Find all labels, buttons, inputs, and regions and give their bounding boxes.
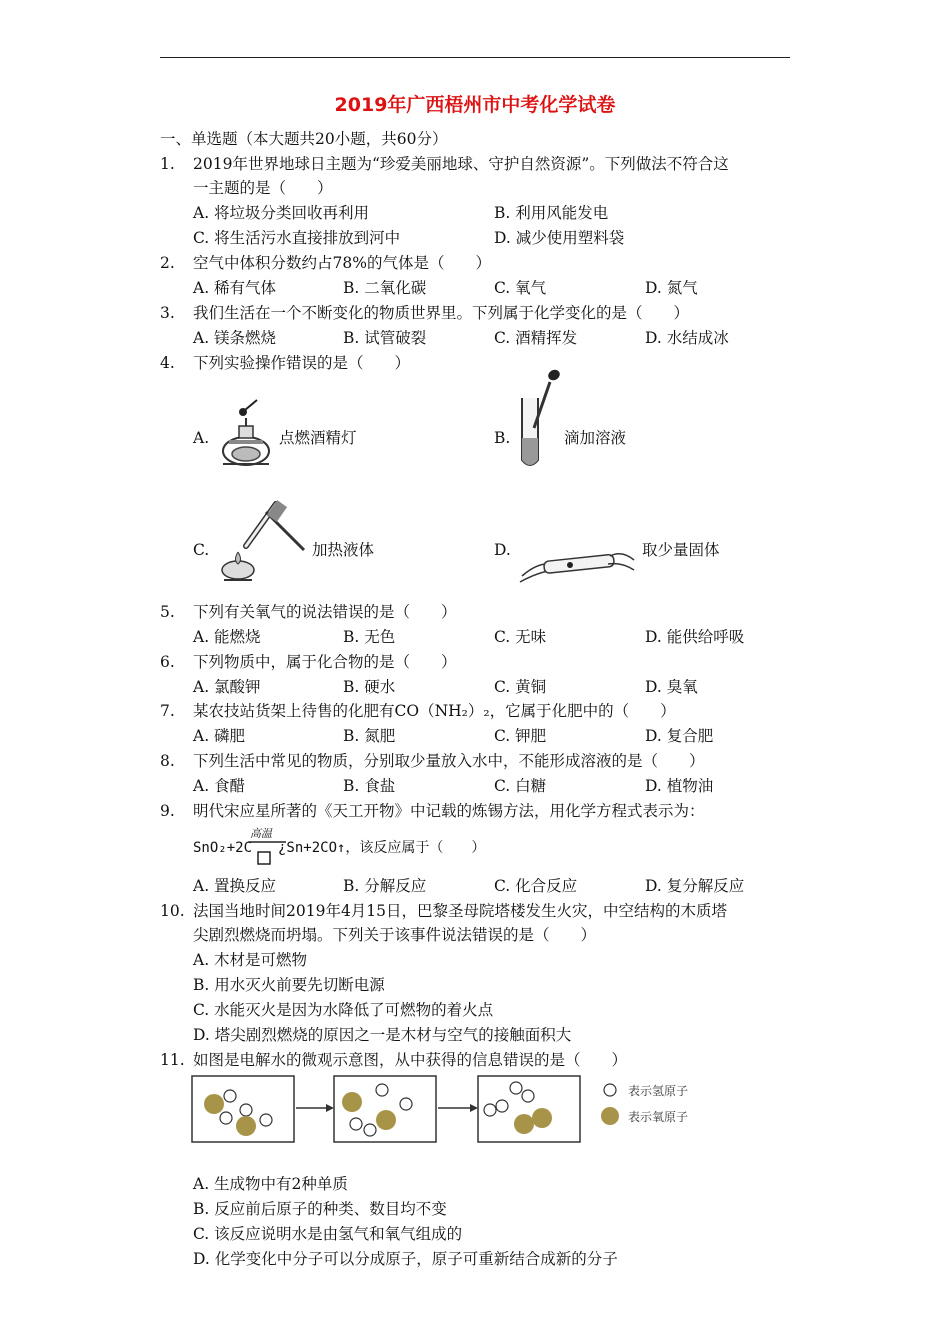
option-d[interactable]: D. 复合肥 [645,727,714,745]
option-caption: 滴加溶液 [564,429,627,447]
option-a[interactable]: A. 能燃烧 [193,628,261,646]
question-text: 下列有关氧气的说法错误的是（ ） [193,603,457,621]
option-c[interactable]: C. 无味 [494,628,547,646]
oxygen-atom [204,1094,224,1114]
option-b[interactable]: B. 硬水 [343,678,396,696]
oxygen-atom [342,1092,362,1112]
option-b[interactable]: B. 用水灭火前要先切断电源 [193,976,385,994]
option-a[interactable]: A. 磷肥 [193,727,246,745]
alcohol-lamp-illustration [215,396,277,472]
hydrogen-atom [260,1114,272,1126]
option-caption: 点燃酒精灯 [279,429,357,447]
option-a[interactable]: A. 氯酸钾 [193,678,261,696]
option-a[interactable]: A. [193,429,210,447]
dropper-tube-illustration [514,368,564,472]
option-b[interactable]: B. 二氧化碳 [343,279,427,297]
question-number: 2. [160,254,175,272]
option-c[interactable]: C. 水能灭火是因为水降低了可燃物的着火点 [193,1001,494,1019]
option-c[interactable]: C. 白糖 [494,777,547,795]
question-number: 3. [160,304,175,322]
option-d[interactable]: D. 复分解反应 [645,877,745,895]
question-text: 下列生活中常见的物质，分别取少量放入水中，不能形成溶液的是（ ） [193,752,705,770]
oxygen-atom [376,1110,396,1130]
option-b[interactable]: B. 分解反应 [343,877,427,895]
hydrogen-atom [364,1124,376,1136]
question-number: 8. [160,752,175,770]
legend-hydrogen-icon [604,1084,616,1096]
question-text: 我们生活在一个不断变化的物质世界里。下列属于化学变化的是（ ） [193,304,690,322]
option-d[interactable]: D. 氮气 [645,279,698,297]
option-c[interactable]: C. 钾肥 [494,727,547,745]
option-a[interactable]: A. 生成物中有2种单质 [193,1175,348,1193]
question-text: 下列物质中，属于化合物的是（ ） [193,653,457,671]
option-c[interactable]: C. 该反应说明水是由氢气和氧气组成的 [193,1225,463,1243]
option-d[interactable]: D. 塔尖剧烈燃烧的原因之一是木材与空气的接触面积大 [193,1026,572,1044]
option-b[interactable]: B. 反应前后原子的种类、数目均不变 [193,1200,447,1218]
option-b[interactable]: B. 利用风能发电 [494,204,609,222]
option-c[interactable]: C. [193,541,210,559]
hydrogen-atom [240,1104,252,1116]
option-c[interactable]: C. 将生活污水直接排放到河中 [193,229,401,247]
option-c[interactable]: C. 化合反应 [494,877,578,895]
question-text: 尖剧烈燃烧而坍塌。下列关于该事件说法错误的是（ ） [193,926,597,944]
option-b[interactable]: B. [494,429,511,447]
option-b[interactable]: B. 无色 [343,628,396,646]
heating-liquid-illustration [216,494,310,586]
solid-sampling-illustration [518,540,638,586]
legend-hydrogen-label: 表示氢原子 [628,1084,689,1098]
question-number: 5. [160,603,175,621]
option-a[interactable]: A. 镁条燃烧 [193,329,277,347]
legend-oxygen-icon [601,1107,619,1125]
hydrogen-atom [350,1118,362,1130]
hydrogen-atom [510,1082,522,1094]
question-text: 2019年世界地球日主题为“珍爱美丽地球、守护自然资源”。下列做法不符合这 [193,155,729,173]
exam-title: 2019年广西梧州市中考化学试卷 [334,94,616,116]
option-b[interactable]: B. 试管破裂 [343,329,427,347]
equation-reactants: SnO₂+2C [193,840,253,856]
option-d[interactable]: D. 能供给呼吸 [645,628,745,646]
question-number: 6. [160,653,175,671]
option-d[interactable]: D. [494,541,511,559]
question-number: 11. [160,1051,185,1069]
option-c[interactable]: C. 黄铜 [494,678,547,696]
question-text: 一主题的是（ ） [193,179,333,197]
option-d[interactable]: D. 水结成冰 [645,329,729,347]
question-text: 法国当地时间2019年4月15日，巴黎圣母院塔楼发生火灾，中空结构的木质塔 [193,902,728,920]
hydrogen-atom [484,1104,496,1116]
question-text: 某农技站货架上待售的化肥有CO（NH₂）₂，它属于化肥中的（ ） [193,702,676,720]
hydrogen-atom [400,1098,412,1110]
option-a[interactable]: A. 置换反应 [193,877,277,895]
option-c[interactable]: C. 氧气 [494,279,547,297]
section-heading: 一、单选题（本大题共20小题，共60分） [160,130,448,148]
header-rule [160,57,790,58]
question-number: 10. [160,902,185,920]
question-number: 9. [160,802,175,820]
option-a[interactable]: A. 稀有气体 [193,279,277,297]
hydrogen-atom [220,1112,232,1124]
oxygen-atom [236,1116,256,1136]
question-number: 1. [160,155,175,173]
equation-condition: 高温 [250,827,272,840]
hydrogen-atom [496,1100,508,1112]
option-caption: 取少量固体 [642,541,720,559]
option-b[interactable]: B. 食盐 [343,777,396,795]
option-d[interactable]: D. 植物油 [645,777,714,795]
question-text: 明代宋应星所著的《天工开物》中记载的炼锡方法，用化学方程式表示为： [193,802,705,820]
option-c[interactable]: C. 酒精挥发 [494,329,578,347]
question-number: 7. [160,702,175,720]
option-a[interactable]: A. 食醋 [193,777,246,795]
hydrogen-atom [522,1090,534,1102]
option-b[interactable]: B. 氮肥 [343,727,396,745]
question-text: 如图是电解水的微观示意图，从中获得的信息错误的是（ ） [193,1051,628,1069]
oxygen-atom [514,1114,534,1134]
equation-products: ¿Sn+2CO↑，该反应属于（ ） [278,840,486,856]
oxygen-atom [532,1108,552,1128]
option-d[interactable]: D. 臭氧 [645,678,698,696]
option-d[interactable]: D. 化学变化中分子可以分成原子，原子可重新结合成新的分子 [193,1250,618,1268]
question-number: 4. [160,354,175,372]
option-caption: 加热液体 [312,541,375,559]
question-text: 下列实验操作错误的是（ ） [193,354,411,372]
legend-oxygen-label: 表示氧原子 [628,1110,689,1124]
option-a[interactable]: A. 木材是可燃物 [193,951,308,969]
option-d[interactable]: D. 减少使用塑料袋 [494,229,625,247]
hydrogen-atom [376,1084,388,1096]
hydrogen-atom [224,1090,236,1102]
question-text: 空气中体积分数约占78%的气体是（ ） [193,254,491,272]
option-a[interactable]: A. 将垃圾分类回收再利用 [193,204,370,222]
